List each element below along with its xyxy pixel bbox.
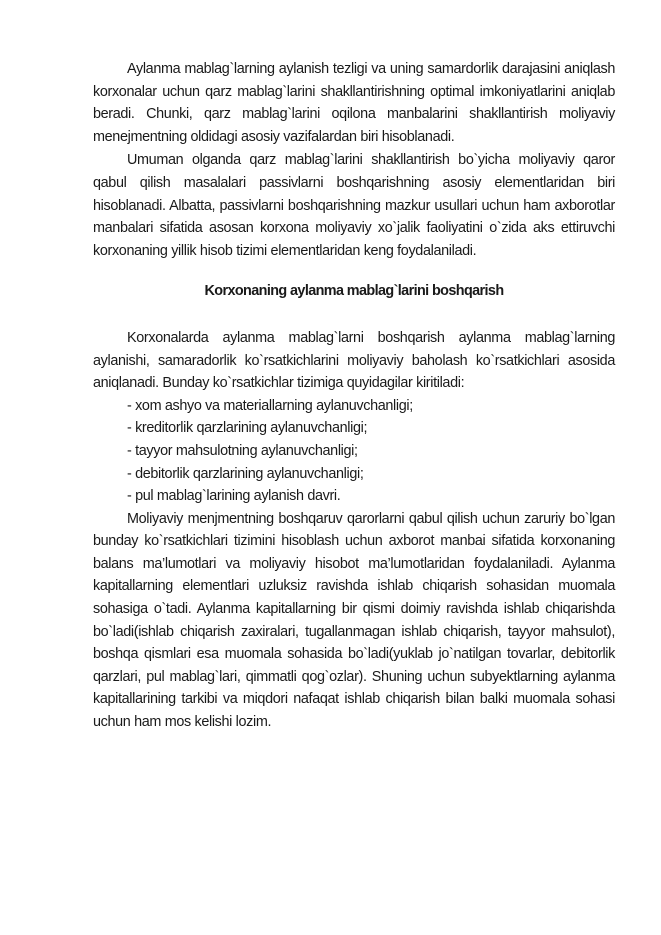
document-page bbox=[93, 58, 615, 734]
list-item: - debitorlik qarzlarining aylanuvchanligi; bbox=[127, 465, 364, 482]
paragraph-intro-indicators: Korxonalarda aylanma mablag`larni boshqarish aylanma mablag`larning aylanishi, samaradorlik ko`rsatkichlarini moliyaviy baholash ko`rsatkichlari asosida aniqlanadi. Bunday ko`rsatkichlar tizimiga quyidagilar kiritiladi: bbox=[93, 329, 615, 392]
list-item: - pul mablag`larining aylanish davri. bbox=[127, 488, 341, 505]
list-item: - xom ashyo va materiallarning aylanuvchanligi; bbox=[127, 397, 413, 414]
indicator-list bbox=[93, 395, 615, 508]
paragraph-debt-decisions: Umuman olganda qarz mablag`larini shakllantirish bo`yicha moliyaviy qaror qabul qilish masalalari passivlarni boshqarishning asosiy elementlaridan biri hisoblanadi. Albatta, passivlarni boshqarishning mazkur usullari uchun ham axborotlar manbalari sifatida asosan korxona moliyaviy xo`jalik faoliyatini o`zida aks ettiruvchi korxonaning yillik hisob tizimi elementlaridan keng foydalaniladi. bbox=[93, 152, 615, 259]
paragraph-turnover-speed: Aylanma mablag`larning aylanish tezligi va uning samardorlik darajasini aniqlash korxonalar uchun qarz mablag`larini shakllantirishning optimal imkoniyatlarini aniqlab beradi. Chunki, qarz mablag`larini oqilona manbalarini shakllantirish moliyaviy menejmentning oldidagi asosiy vazifalardan biri hisoblanadi. bbox=[93, 61, 615, 145]
list-item: - kreditorlik qarzlarining aylanuvchanligi; bbox=[127, 420, 368, 437]
section-heading: Korxonaning aylanma mablag`larini boshqarish bbox=[204, 283, 504, 300]
paragraph-closing: Moliyaviy menjmentning boshqaruv qarorlarni qabul qilish uchun zaruriy bo`lgan bunday ko`rsatkichlari tizimini hisoblash uchun axborot manbai sifatida korxonaning balans ma’lumotlari va moliyaviy hisobot ma’lumotlaridan foydalaniladi. Aylanma kapitallarning elementlari uzluksiz ravishda ishlab chiqarish sohasidan muomala sohasiga o`tadi. Aylanma kapitallarning bir qismi doimiy ravishda ishlab chiqarishda bo`ladi(ishlab chiqarish zaxiralari, tugallanmagan ishlab chiqarish, tayyor mahsulot), boshqa qismlari esa muomala sohasida bo`ladi(yuklab jo`natilgan tovarlar, debitorlik qarzlari, pul mablag`lari, qimmatli qog`ozlar). Shuning uchun subyektlarning aylanma kapitallarining tarkibi va miqdori nafaqat ishlab chiqarish bilan balki muomala sohasi uchun ham mos kelishi lozim. bbox=[93, 510, 615, 731]
list-item: - tayyor mahsulotning aylanuvchanligi; bbox=[127, 442, 358, 459]
